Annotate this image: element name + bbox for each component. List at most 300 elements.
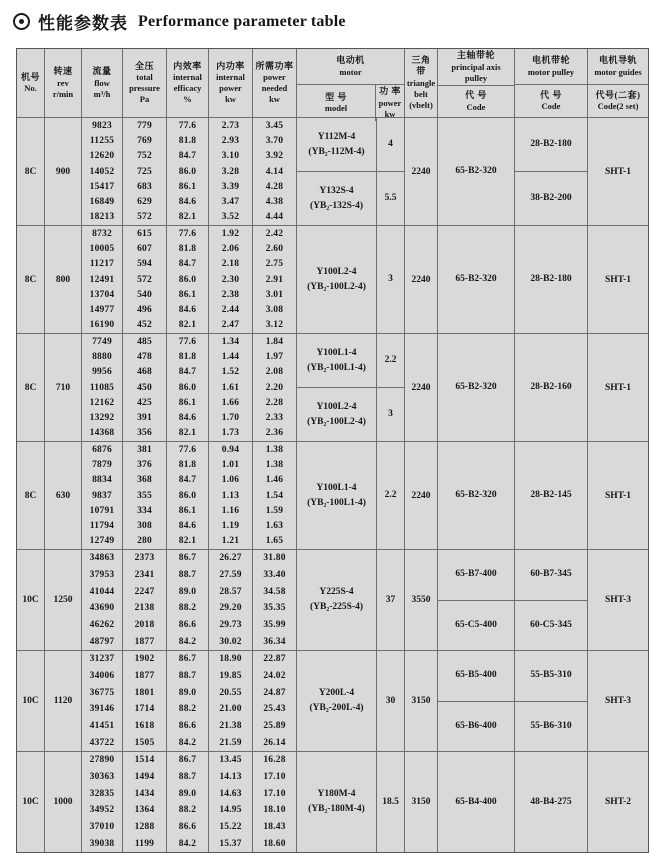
internal-value: 21.59 <box>219 737 242 748</box>
internal-column <box>209 752 253 852</box>
efficacy-value: 82.1 <box>178 536 197 547</box>
belt-cell: 3150 <box>405 651 438 751</box>
header-model-zh: 型 号 <box>325 91 347 102</box>
flow-value: 27890 <box>89 755 115 766</box>
motor-power-value: 3 <box>388 274 393 285</box>
efficacy-value: 86.6 <box>178 620 197 630</box>
pressure-value: 1877 <box>134 636 155 647</box>
motor-pulley-column <box>515 442 588 549</box>
internal-value: 3.28 <box>221 166 240 177</box>
efficacy-value: 77.6 <box>178 444 197 455</box>
guides-cell: SHT-3 <box>604 696 632 706</box>
motor-pulley-code: 55-B6-310 <box>515 701 587 752</box>
flow-value: 12620 <box>89 151 115 162</box>
flow-value: 36775 <box>89 687 115 698</box>
efficacy-column <box>167 442 209 549</box>
needed-value: 24.02 <box>263 670 286 681</box>
motor-power-column <box>377 550 405 650</box>
efficacy-value: 77.6 <box>178 228 197 239</box>
efficacy-value: 82.1 <box>178 428 197 439</box>
needed-value: 4.38 <box>265 197 284 208</box>
pressure-value: 1714 <box>134 704 155 715</box>
pressure-column <box>123 752 167 852</box>
internal-value: 1.92 <box>221 228 240 239</box>
internal-value: 1.44 <box>221 351 240 362</box>
header-efficacy-zh: 内效率 <box>173 60 202 71</box>
internal-value: 19.85 <box>219 670 242 681</box>
needed-value: 1.97 <box>265 351 284 362</box>
header-motor-power-en: power <box>378 97 402 108</box>
motor-model-column <box>297 334 377 441</box>
efficacy-value: 77.6 <box>178 336 197 347</box>
motor-model-column <box>297 651 377 751</box>
header-rev <box>45 49 82 117</box>
flow-value: 13292 <box>89 413 115 424</box>
efficacy-value: 84.7 <box>178 259 197 270</box>
header-no <box>17 49 45 117</box>
motor-pulley-code: 60-B7-345 <box>530 569 572 580</box>
rev-cell: 900 <box>45 118 82 225</box>
motor-pulley-column <box>515 752 588 852</box>
principal-pulley-code: 65-B2-320 <box>455 490 497 501</box>
flow-column <box>82 226 123 333</box>
efficacy-column <box>167 752 209 852</box>
principal-pulley-column <box>438 442 515 549</box>
efficacy-value: 86.0 <box>178 166 197 177</box>
internal-value: 1.16 <box>221 505 240 516</box>
motor-power-column <box>377 334 405 441</box>
principal-pulley-column <box>438 118 515 225</box>
internal-value: 1.13 <box>221 490 240 501</box>
flow-value: 14977 <box>89 305 115 316</box>
needed-value: 1.65 <box>265 536 284 547</box>
flow-value: 43690 <box>89 603 115 614</box>
needed-value: 2.36 <box>265 428 284 439</box>
pressure-value: 1505 <box>134 737 155 748</box>
table-header <box>17 49 648 117</box>
efficacy-value: 86.6 <box>178 721 197 731</box>
flow-value: 37010 <box>89 822 115 832</box>
needed-value: 2.08 <box>265 367 284 378</box>
efficacy-value: 84.2 <box>178 636 197 647</box>
motor-pulley-column <box>515 226 588 333</box>
motor-model: Y132S-4 <box>319 185 354 196</box>
pressure-value: 683 <box>137 181 152 192</box>
flow-column <box>82 651 123 751</box>
pressure-value: 2341 <box>134 569 155 580</box>
internal-value: 3.52 <box>221 212 240 223</box>
internal-value: 1.70 <box>221 413 240 424</box>
efficacy-column <box>167 651 209 751</box>
internal-value: 2.18 <box>221 259 240 270</box>
needed-column <box>253 334 297 441</box>
pressure-value: 450 <box>137 382 152 393</box>
header-efficacy-en: internal efficacy <box>173 72 202 94</box>
header-flow <box>82 49 123 117</box>
flow-value: 48797 <box>89 636 115 647</box>
pressure-column <box>123 442 167 549</box>
needed-value: 1.38 <box>265 459 284 470</box>
internal-value: 20.55 <box>219 687 242 698</box>
table-body <box>17 117 648 852</box>
pressure-value: 381 <box>137 444 152 455</box>
belt-cell: 2240 <box>405 226 438 333</box>
flow-value: 11085 <box>89 382 115 393</box>
header-efficacy <box>167 49 209 117</box>
pressure-column <box>123 334 167 441</box>
internal-value: 29.73 <box>219 620 242 630</box>
motor-model-cell <box>297 387 376 441</box>
principal-pulley-code: 65-B6-400 <box>438 701 514 752</box>
page-title-en: Performance parameter table <box>138 12 346 30</box>
header-flow-unit: m³/h <box>93 88 111 99</box>
flow-value: 16849 <box>89 197 115 208</box>
internal-value: 1.06 <box>221 475 240 486</box>
pressure-value: 496 <box>137 305 152 316</box>
pressure-value: 355 <box>137 490 152 501</box>
header-pressure-zh: 全压 <box>134 60 154 71</box>
table-block <box>17 549 648 650</box>
motor-power-value: 5.5 <box>377 171 404 225</box>
efficacy-value: 84.7 <box>178 151 197 162</box>
efficacy-value: 89.0 <box>178 687 197 698</box>
motor-pulley-code: 28-B2-160 <box>530 382 572 393</box>
motor-power-value: 18.5 <box>382 796 399 807</box>
efficacy-value: 86.1 <box>178 397 197 408</box>
pressure-value: 769 <box>137 135 152 146</box>
efficacy-value: 86.1 <box>178 505 197 516</box>
pressure-value: 468 <box>137 367 152 378</box>
guides-cell: SHT-3 <box>604 595 632 605</box>
internal-value: 3.10 <box>221 151 240 162</box>
internal-column <box>209 442 253 549</box>
motor-model: Y200L-4 <box>318 688 355 699</box>
header-guides-code-zh: 代号(二套) <box>595 89 641 100</box>
motor-model-alt: (YB₂-132S-4) <box>310 200 363 211</box>
header-belt-unit: (vbelt) <box>409 100 433 111</box>
efficacy-value: 81.8 <box>178 351 197 362</box>
internal-value: 1.34 <box>221 336 240 347</box>
needed-value: 24.87 <box>263 687 286 698</box>
needed-column <box>253 442 297 549</box>
flow-value: 11217 <box>89 259 115 270</box>
header-belt-en: triangle belt <box>406 78 436 100</box>
fan-number-cell: 8C <box>17 334 45 441</box>
efficacy-value: 77.6 <box>178 120 197 131</box>
needed-value: 26.14 <box>263 737 286 748</box>
bullseye-dot <box>19 19 24 24</box>
flow-value: 34863 <box>89 553 115 564</box>
internal-value: 21.00 <box>219 704 242 715</box>
flow-value: 43722 <box>89 737 115 748</box>
efficacy-value: 86.0 <box>178 274 197 285</box>
pressure-value: 1364 <box>134 805 155 816</box>
motor-model-column <box>297 550 377 650</box>
efficacy-value: 86.0 <box>178 382 197 393</box>
pressure-value: 607 <box>137 243 152 254</box>
flow-value: 41044 <box>89 586 115 597</box>
efficacy-value: 86.7 <box>178 553 197 564</box>
pressure-value: 308 <box>137 521 152 532</box>
needed-value: 17.10 <box>263 771 286 782</box>
header-rev-unit: r/min <box>52 88 74 99</box>
motor-model-cell <box>297 442 376 549</box>
motor-model-alt: (YB₂-225S-4) <box>310 602 363 612</box>
internal-value: 1.21 <box>221 536 240 547</box>
header-motor-power-unit: kw <box>384 108 396 119</box>
efficacy-value: 84.7 <box>178 367 197 378</box>
motor-pulley-code: 28-B2-180 <box>530 274 572 285</box>
motor-model-column <box>297 442 377 549</box>
efficacy-value: 81.8 <box>178 243 197 254</box>
header-rev-en: rev <box>57 77 69 88</box>
efficacy-value: 81.8 <box>178 135 197 146</box>
header-principal-name <box>438 49 514 86</box>
efficacy-value: 86.7 <box>178 654 197 665</box>
header-motor-pulley-code <box>515 85 587 117</box>
header-model-en: model <box>324 103 348 114</box>
pressure-value: 2018 <box>134 620 155 630</box>
efficacy-value: 89.0 <box>178 788 197 799</box>
efficacy-value: 88.7 <box>178 670 197 681</box>
guides-cell: SHT-1 <box>604 274 632 285</box>
motor-power-value: 37 <box>385 594 396 605</box>
internal-value: 29.20 <box>219 603 242 614</box>
flow-value: 37953 <box>89 569 115 580</box>
page-title <box>13 9 650 34</box>
pressure-value: 1288 <box>134 822 155 832</box>
pressure-value: 2373 <box>134 553 155 564</box>
motor-model-column <box>297 118 377 225</box>
principal-pulley-column <box>438 334 515 441</box>
motor-model-alt: (YB₂-112M-4) <box>308 146 365 157</box>
flow-value: 39038 <box>89 838 115 849</box>
principal-pulley-code: 65-B7-400 <box>455 569 497 580</box>
motor-model: Y112M-4 <box>317 131 356 142</box>
needed-value: 3.70 <box>265 135 284 146</box>
flow-value: 12491 <box>89 274 115 285</box>
motor-model-cell <box>297 752 376 852</box>
motor-power-column <box>377 651 405 751</box>
efficacy-value: 86.0 <box>178 490 197 501</box>
needed-value: 3.01 <box>265 289 284 300</box>
principal-pulley-column <box>438 226 515 333</box>
principal-pulley-code: 65-B5-400 <box>455 670 497 681</box>
motor-model-alt: (YB₂-100L1-4) <box>307 362 366 373</box>
needed-value: 3.12 <box>265 320 284 331</box>
needed-value: 4.14 <box>265 166 284 177</box>
rev-cell: 1250 <box>45 550 82 650</box>
flow-value: 8732 <box>92 228 112 239</box>
needed-value: 18.43 <box>263 822 286 832</box>
table-block <box>17 650 648 751</box>
internal-value: 28.57 <box>219 586 242 597</box>
internal-value: 1.66 <box>221 397 240 408</box>
pressure-column <box>123 226 167 333</box>
header-guides-en: motor guides <box>594 66 642 77</box>
principal-pulley-code: 65-B4-400 <box>455 796 497 807</box>
header-pressure <box>123 49 167 117</box>
rev-cell: 800 <box>45 226 82 333</box>
flow-value: 34952 <box>89 805 115 816</box>
flow-value: 46262 <box>89 620 115 630</box>
needed-value: 17.10 <box>263 788 286 799</box>
pressure-value: 280 <box>137 536 152 547</box>
efficacy-value: 84.6 <box>178 521 197 532</box>
fan-number-cell: 10C <box>17 550 45 650</box>
efficacy-value: 88.7 <box>178 771 197 782</box>
pressure-value: 725 <box>137 166 152 177</box>
needed-value: 1.54 <box>265 490 284 501</box>
motor-model-alt: (YB₂-200L-4) <box>309 703 364 713</box>
table-block <box>17 751 648 852</box>
belt-cell: 3150 <box>405 752 438 852</box>
needed-value: 25.89 <box>263 721 286 731</box>
header-belt-zh: 三角带 <box>411 54 431 77</box>
motor-pulley-code: 28-B2-145 <box>530 490 572 501</box>
internal-value: 13.45 <box>219 755 242 766</box>
header-principal-zh: 主轴带轮 <box>456 50 495 60</box>
flow-value: 7749 <box>92 336 112 347</box>
header-motor-group <box>297 49 405 117</box>
header-motor-pulley-name <box>515 49 587 85</box>
motor-model-cell <box>297 550 376 650</box>
belt-cell: 2240 <box>405 442 438 549</box>
internal-value: 26.27 <box>219 553 242 564</box>
pressure-column <box>123 118 167 225</box>
efficacy-value: 84.2 <box>178 838 197 849</box>
principal-pulley-column <box>438 550 515 650</box>
motor-power-column <box>377 752 405 852</box>
internal-column <box>209 651 253 751</box>
needed-value: 3.08 <box>265 305 284 316</box>
flow-column <box>82 752 123 852</box>
header-internal-power-unit: kw <box>225 94 236 105</box>
internal-value: 27.59 <box>219 569 242 580</box>
pressure-value: 1434 <box>134 788 155 799</box>
header-guides-name <box>588 49 648 85</box>
header-guides-code <box>588 85 648 117</box>
efficacy-value: 82.1 <box>178 320 197 331</box>
pressure-value: 540 <box>137 289 152 300</box>
header-internal-power-en: internal power <box>216 72 245 94</box>
pressure-value: 2138 <box>134 603 155 614</box>
efficacy-column <box>167 334 209 441</box>
needed-value: 2.20 <box>265 382 284 393</box>
efficacy-value: 84.7 <box>178 475 197 486</box>
motor-model: Y180M-4 <box>317 789 356 800</box>
flow-value: 30363 <box>89 771 115 782</box>
motor-pulley-code: 38-B2-200 <box>515 171 587 225</box>
principal-pulley-code: 65-C5-400 <box>438 600 514 651</box>
pressure-value: 572 <box>137 212 152 223</box>
header-motor-power-zh: 功 率 <box>379 86 401 96</box>
needed-column <box>253 226 297 333</box>
header-power-needed-en: power needed <box>261 72 288 94</box>
internal-column <box>209 226 253 333</box>
needed-value: 31.80 <box>263 553 286 564</box>
internal-value: 15.37 <box>219 838 242 849</box>
flow-value: 6876 <box>92 444 112 455</box>
needed-value: 1.46 <box>265 475 284 486</box>
needed-value: 1.38 <box>265 444 284 455</box>
flow-value: 11794 <box>89 521 115 532</box>
motor-model-cell <box>297 334 376 387</box>
header-motor-pulley <box>515 49 588 117</box>
motor-power-column <box>377 226 405 333</box>
motor-model-cell <box>297 118 376 171</box>
bullseye-icon <box>13 13 30 30</box>
internal-value: 2.30 <box>221 274 240 285</box>
flow-value: 18213 <box>89 212 115 223</box>
internal-value: 1.52 <box>221 367 240 378</box>
motor-pulley-code: 28-B2-180 <box>530 139 572 150</box>
efficacy-value: 84.6 <box>178 413 197 424</box>
needed-value: 16.28 <box>263 755 286 766</box>
needed-value: 18.10 <box>263 805 286 816</box>
table-block <box>17 117 648 225</box>
table-block <box>17 333 648 441</box>
header-model <box>297 85 376 121</box>
rev-cell: 1120 <box>45 651 82 751</box>
internal-value: 1.01 <box>221 459 240 470</box>
needed-value: 36.34 <box>263 636 286 647</box>
motor-pulley-column <box>515 550 588 650</box>
flow-value: 8880 <box>92 351 112 362</box>
motor-model: Y100L1-4 <box>316 347 357 358</box>
flow-value: 39146 <box>89 704 115 715</box>
flow-value: 31237 <box>89 654 115 665</box>
motor-model: Y100L2-4 <box>316 401 357 412</box>
efficacy-value: 84.6 <box>178 305 197 316</box>
flow-value: 14052 <box>89 166 115 177</box>
motor-model-alt: (YB₂-100L2-4) <box>307 416 366 427</box>
principal-pulley-code: 65-B2-320 <box>455 382 497 393</box>
pressure-value: 452 <box>137 320 152 331</box>
fan-number-cell: 10C <box>17 651 45 751</box>
pressure-value: 572 <box>137 274 152 285</box>
motor-pulley-column <box>515 334 588 441</box>
internal-value: 3.47 <box>221 197 240 208</box>
motor-power-column <box>377 442 405 549</box>
needed-value: 1.63 <box>265 521 284 532</box>
flow-value: 9823 <box>92 120 112 131</box>
motor-power-value: 2.2 <box>384 490 397 501</box>
pressure-value: 1199 <box>134 838 155 849</box>
motor-model-alt: (YB₂-180M-4) <box>308 804 365 814</box>
efficacy-value: 86.1 <box>178 289 197 300</box>
flow-value: 15417 <box>89 181 115 192</box>
internal-value: 2.06 <box>221 243 240 254</box>
needed-value: 18.60 <box>263 838 286 849</box>
principal-pulley-code: 65-B2-320 <box>455 274 497 285</box>
needed-value: 35.35 <box>263 603 286 614</box>
header-principal-en: principal axis pulley <box>451 61 501 83</box>
pressure-value: 1801 <box>134 687 155 698</box>
pressure-value: 478 <box>137 351 152 362</box>
efficacy-value: 88.2 <box>178 805 197 816</box>
header-guides-code-en: Code(2 set) <box>597 101 639 112</box>
pressure-value: 2247 <box>134 586 155 597</box>
motor-model-alt: (YB₂-100L2-4) <box>307 281 366 292</box>
header-motor-zh: 电动机 <box>336 55 365 66</box>
efficacy-value: 86.6 <box>178 822 197 832</box>
internal-value: 14.95 <box>219 805 242 816</box>
internal-value: 2.44 <box>221 305 240 316</box>
guides-cell: SHT-1 <box>604 166 632 177</box>
pressure-value: 629 <box>137 197 152 208</box>
needed-value: 35.99 <box>263 620 286 630</box>
